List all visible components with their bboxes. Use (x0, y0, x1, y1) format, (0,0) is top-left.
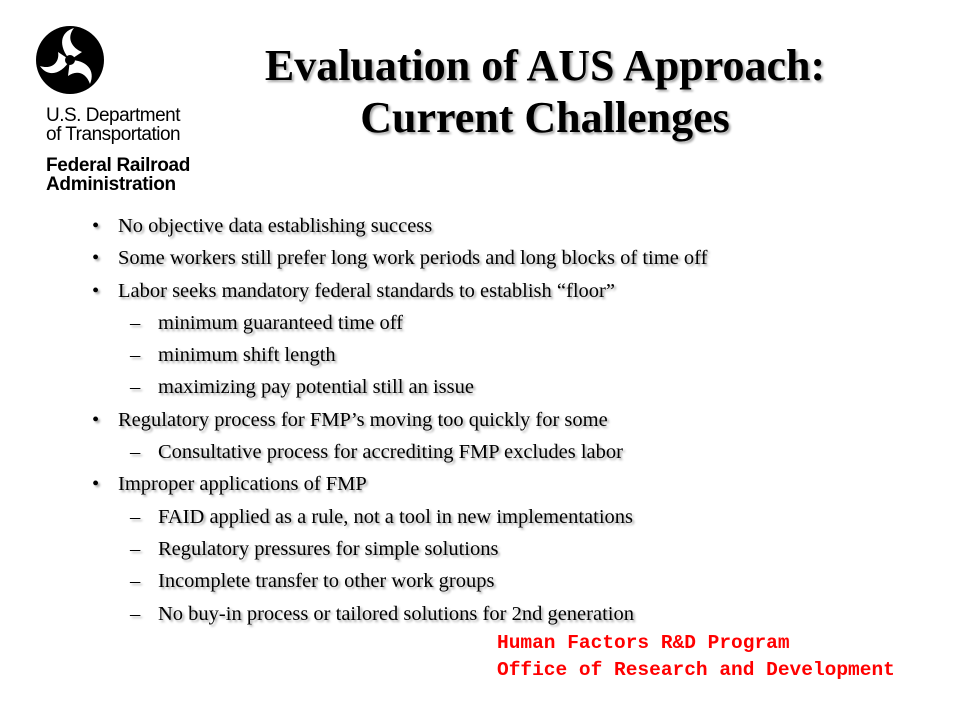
slide-title-line2: Current Challenges (360, 93, 730, 142)
slide-title-line1: Evaluation of AUS Approach: (264, 41, 826, 90)
bullet-text: Regulatory pressures for simple solutions (158, 537, 499, 560)
bullet-marker: • (92, 279, 100, 302)
bullet-item (92, 210, 852, 242)
footer-line2: Office of Research and Development (497, 659, 895, 681)
bullet-text: No buy-in process or tailored solutions for 2nd generation (158, 602, 634, 625)
sub-bullet-item (92, 339, 852, 371)
bullet-list (92, 210, 852, 630)
program-footer (497, 630, 895, 684)
sub-bullet-marker: – (130, 376, 141, 399)
sub-bullet-marker: – (130, 311, 141, 334)
dept-name-line1: U.S. Department (46, 105, 180, 126)
sub-bullet-marker: – (130, 602, 141, 625)
sub-bullet-marker: – (130, 570, 141, 593)
bullet-marker: • (92, 408, 100, 431)
footer-line1: Human Factors R&D Program (497, 632, 790, 654)
agency-name-line2: Administration (46, 174, 176, 195)
dot-fra-logo (30, 24, 220, 194)
bullet-text: maximizing pay potential still an issue (158, 376, 474, 399)
bullet-text: FAID applied as a rule, not a tool in new implementations (158, 505, 634, 528)
bullet-marker: • (92, 215, 100, 237)
dept-name-line2: of Transportation (46, 124, 181, 145)
bullet-text: minimum shift length (158, 344, 336, 367)
sub-bullet-item (92, 533, 852, 565)
sub-bullet-item (92, 501, 852, 533)
sub-bullet-item (92, 371, 852, 403)
bullet-item (92, 275, 852, 307)
sub-bullet-item (92, 565, 852, 597)
agency-name-line1: Federal Railroad (46, 155, 191, 176)
bullet-text: Some workers still prefer long work periods and long blocks of time off (118, 247, 708, 270)
sub-bullet-marker: – (130, 505, 141, 528)
bullet-text: Improper applications of FMP (118, 473, 367, 496)
bullet-text: Consultative process for accrediting FMP excludes labor (158, 441, 623, 464)
sub-bullet-item (92, 598, 852, 630)
bullet-marker: • (92, 473, 100, 496)
bullet-item (92, 404, 852, 436)
sub-bullet-marker: – (130, 441, 141, 464)
sub-bullet-item (92, 307, 852, 339)
sub-bullet-marker: – (130, 344, 141, 367)
sub-bullet-marker: – (130, 537, 141, 560)
bullet-item (92, 468, 852, 500)
slide-title (205, 40, 885, 144)
bullet-marker: • (92, 247, 100, 270)
sub-bullet-item (92, 436, 852, 468)
bullet-text: minimum guaranteed time off (158, 311, 403, 334)
bullet-text: Incomplete transfer to other work groups (158, 570, 495, 593)
bullet-text: Regulatory process for FMP’s moving too quickly for some (118, 408, 608, 431)
bullet-text: No objective data establishing success (118, 215, 433, 237)
bullet-item (92, 242, 852, 274)
bullet-text: Labor seeks mandatory federal standards to establish “floor” (118, 279, 615, 302)
dot-triskelion-logo-icon (30, 24, 110, 96)
